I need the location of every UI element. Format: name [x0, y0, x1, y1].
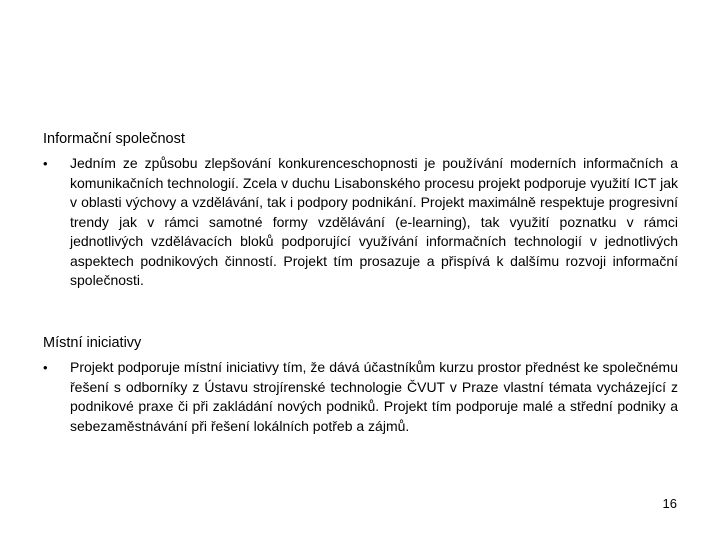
bullet-text: Projekt podporuje místní iniciativy tím, že dává účastníkům kurzu prostor přednést ke společnému řešení s odborníky z Ústavu strojírenské technologie ČVUT v Praze vlastní témata vycházející z podnikové praxe či při zakládání nových podniků. Projekt tím podporuje malé a střední podniky a sebezaměstnávání při řešení lokálních potřeb a zájmů.: [70, 359, 678, 434]
bullet-icon: •: [43, 156, 48, 171]
bullet-icon: •: [43, 360, 48, 375]
section-mistni-iniciativy: [43, 333, 683, 436]
section-heading: Místní iniciativy: [43, 335, 142, 351]
bullet-item: [43, 154, 683, 291]
page-number: 16: [662, 496, 677, 511]
bullet-text: Jedním ze způsobu zlepšování konkurenceschopnosti je používání moderních informačních a komunikačních technologií. Zcela v duchu Lisabonského procesu projekt podporuje využití ICT jak v oblasti výchovy a vzdělávání, tak i podpory podnikání. Projekt maximálně respektuje progresivní trendy jak v rámci samotné formy vzdělávání (e-learning), tak využití poznatku v rámci jednotlivých vzdělávacích bloků podporující využívání informačních technologií v jednotlivých aspektech podnikových činností. Projekt tím prosazuje a přispívá k dalšímu rozvoji informační společnosti.: [70, 155, 678, 288]
section-informacni-spolecnost: [43, 129, 683, 291]
section-heading: Informační společnost: [43, 131, 185, 147]
bullet-item: [43, 358, 683, 436]
